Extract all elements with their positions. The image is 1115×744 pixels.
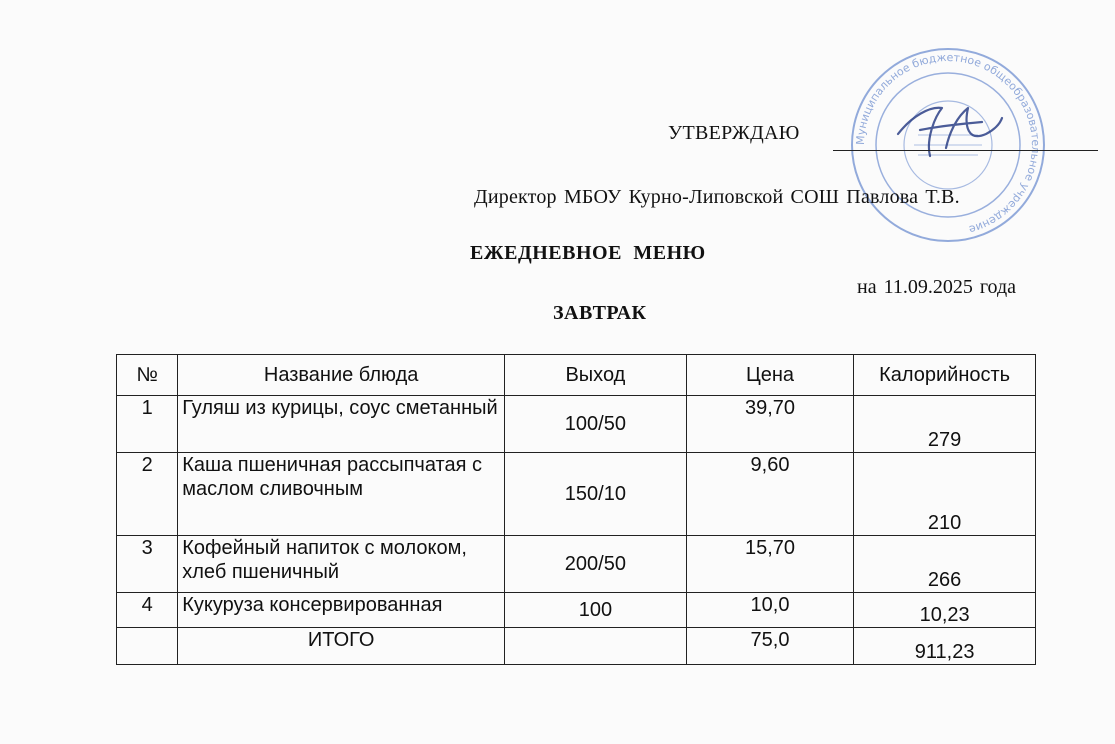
table-row xyxy=(117,396,1036,453)
table-header-row xyxy=(117,355,1036,396)
approval-label: УТВЕРЖДАЮ xyxy=(668,122,800,144)
dish-name: Кофейный напиток с молоком, хлеб пшеничный xyxy=(178,536,505,593)
dish-price: 39,70 xyxy=(686,396,853,453)
column-header-output: Выход xyxy=(505,355,687,396)
total-price: 75,0 xyxy=(686,628,853,665)
dish-output: 100/50 xyxy=(505,396,687,453)
dish-calories: 266 xyxy=(854,536,1036,593)
dish-calories: 210 xyxy=(854,453,1036,536)
director-signature xyxy=(890,96,1010,166)
column-header-number: № xyxy=(117,355,178,396)
dish-price: 10,0 xyxy=(686,593,853,628)
dish-output: 150/10 xyxy=(505,453,687,536)
table-row xyxy=(117,453,1036,536)
menu-date: на 11.09.2025 года xyxy=(857,276,1017,298)
meal-heading: ЗАВТРАК xyxy=(553,302,647,324)
total-label: ИТОГО xyxy=(178,628,505,665)
column-header-dish-name: Название блюда xyxy=(178,355,505,396)
column-header-calories: Калорийность xyxy=(854,355,1036,396)
dish-price: 9,60 xyxy=(686,453,853,536)
row-number: 3 xyxy=(117,536,178,593)
menu-table xyxy=(116,354,1036,665)
dish-calories: 10,23 xyxy=(854,593,1036,628)
dish-output: 100 xyxy=(505,593,687,628)
signature-line xyxy=(833,150,1098,151)
total-empty-cell xyxy=(505,628,687,665)
director-line: Директор МБОУ Курно-Липовской СОШ Павлова Т.В. xyxy=(474,186,960,208)
table-row xyxy=(117,536,1036,593)
dish-name: Гуляш из курицы, соус сметанный xyxy=(178,396,505,453)
dish-price: 15,70 xyxy=(686,536,853,593)
svg-text:Муниципальное бюджетное общеоб: Муниципальное бюджетное общеобразовательное учреждение xyxy=(853,50,1043,237)
total-empty-cell xyxy=(117,628,178,665)
page-title: ЕЖЕДНЕВНОЕ МЕНЮ xyxy=(470,242,706,264)
total-calories: 911,23 xyxy=(854,628,1036,665)
dish-name: Каша пшеничная рассыпчатая с маслом сливочным xyxy=(178,453,505,536)
table-row xyxy=(117,593,1036,628)
total-row xyxy=(117,628,1036,665)
dish-calories: 279 xyxy=(854,396,1036,453)
dish-name: Кукуруза консервированная xyxy=(178,593,505,628)
column-header-price: Цена xyxy=(686,355,853,396)
row-number: 2 xyxy=(117,453,178,536)
row-number: 4 xyxy=(117,593,178,628)
row-number: 1 xyxy=(117,396,178,453)
dish-output: 200/50 xyxy=(505,536,687,593)
